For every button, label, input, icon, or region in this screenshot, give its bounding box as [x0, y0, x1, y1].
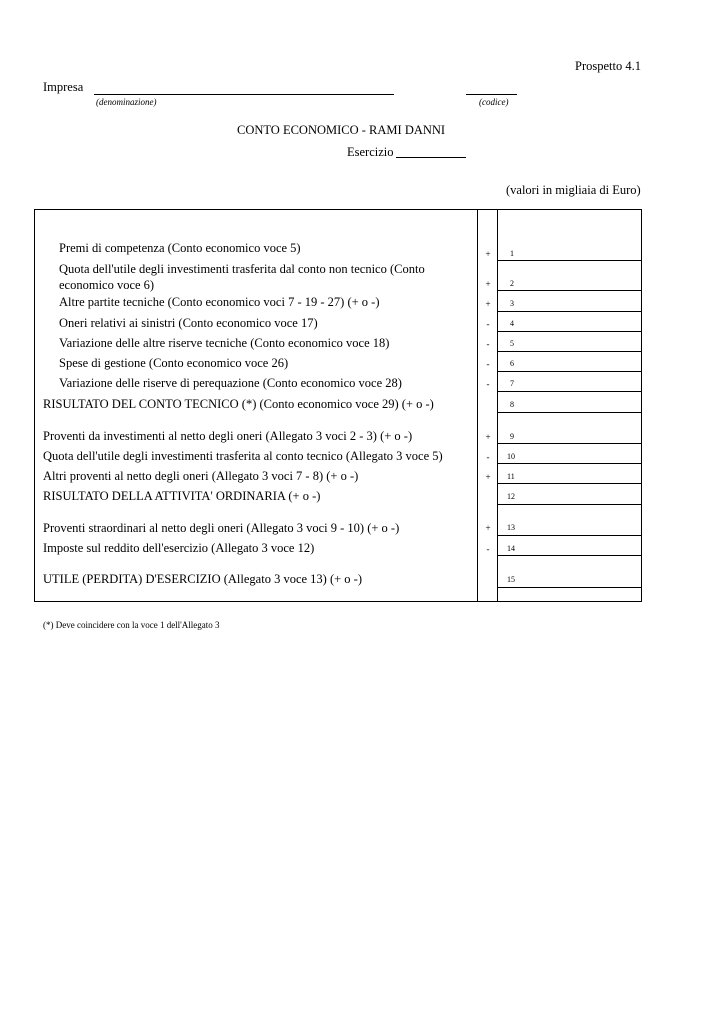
- row-sign: -: [486, 379, 490, 389]
- row-label: Variazione delle altre riserve tecniche (Conto economico voce 18): [59, 336, 390, 350]
- row-sign: -: [486, 339, 490, 349]
- cell-divider: [498, 412, 642, 413]
- row-number: 9: [510, 432, 514, 441]
- units-note: (valori in migliaia di Euro): [506, 183, 641, 197]
- row-sign: +: [485, 432, 491, 442]
- row-sign: -: [486, 452, 490, 462]
- row-number: 14: [507, 544, 515, 553]
- row-number: 11: [507, 472, 515, 481]
- row-sign: -: [486, 319, 490, 329]
- row-sign: +: [485, 472, 491, 482]
- row-label: RISULTATO DEL CONTO TECNICO (*) (Conto economico voce 29) (+ o -): [43, 397, 434, 411]
- codice-caption: (codice): [479, 97, 509, 107]
- denominazione-caption: (denominazione): [96, 97, 157, 107]
- cell-divider: [498, 311, 642, 312]
- cell-divider: [498, 504, 642, 505]
- cell-divider: [498, 463, 642, 464]
- row-sign: +: [485, 249, 491, 259]
- row-sign: -: [486, 544, 490, 554]
- row-sign: -: [486, 359, 490, 369]
- row-number: 8: [510, 400, 514, 409]
- row-label: Proventi straordinari al netto degli oneri (Allegato 3 voci 9 - 10) (+ o -): [43, 521, 400, 535]
- cell-divider: [498, 587, 642, 588]
- row-number: 7: [510, 379, 514, 388]
- row-sign: +: [485, 523, 491, 533]
- esercizio-label: Esercizio: [347, 145, 394, 159]
- cell-divider: [498, 371, 642, 372]
- cell-divider: [498, 260, 642, 261]
- row-label: Quota dell'utile degli investimenti trasferita al conto tecnico (Allegato 3 voce 5): [43, 449, 443, 463]
- row-number: 6: [510, 359, 514, 368]
- row-sign: +: [485, 299, 491, 309]
- row-number: 1: [510, 249, 514, 258]
- cell-divider: [498, 555, 642, 556]
- esercizio-field[interactable]: [396, 157, 466, 158]
- row-label: Altri proventi al netto degli oneri (Allegato 3 voci 7 - 8) (+ o -): [43, 469, 359, 483]
- footnote: (*) Deve coincidere con la voce 1 dell'Allegato 3: [43, 620, 220, 630]
- row-label: Variazione delle riserve di perequazione (Conto economico voce 28): [59, 376, 402, 390]
- prospetto-label: Prospetto 4.1: [575, 59, 641, 73]
- row-number: 3: [510, 299, 514, 308]
- page-title: CONTO ECONOMICO - RAMI DANNI: [237, 123, 446, 137]
- codice-field[interactable]: [466, 94, 517, 95]
- row-label: Imposte sul reddito dell'esercizio (Allegato 3 voce 12): [43, 541, 315, 555]
- row-label: RISULTATO DELLA ATTIVITA' ORDINARIA (+ o -): [43, 489, 321, 503]
- denominazione-field[interactable]: [94, 94, 394, 95]
- impresa-label: Impresa: [43, 80, 84, 94]
- row-number: 4: [510, 319, 514, 328]
- cell-divider: [498, 391, 642, 392]
- cell-divider: [498, 483, 642, 484]
- row-label: Altre partite tecniche (Conto economico voci 7 - 19 - 27) (+ o -): [59, 295, 380, 309]
- row-number: 10: [507, 452, 515, 461]
- row-label: Proventi da investimenti al netto degli oneri (Allegato 3 voci 2 - 3) (+ o -): [43, 429, 413, 443]
- row-number: 15: [507, 575, 515, 584]
- row-number: 5: [510, 339, 514, 348]
- row-number: 2: [510, 279, 514, 288]
- row-label: UTILE (PERDITA) D'ESERCIZIO (Allegato 3 voce 13) (+ o -): [43, 572, 362, 586]
- row-label-continued: economico voce 6): [59, 278, 155, 292]
- row-label: Oneri relativi ai sinistri (Conto economico voce 17): [59, 316, 318, 330]
- row-number: 12: [507, 492, 515, 501]
- cell-divider: [498, 290, 642, 291]
- cell-divider: [498, 443, 642, 444]
- row-number: 13: [507, 523, 515, 532]
- cell-divider: [498, 331, 642, 332]
- row-label: Quota dell'utile degli investimenti trasferita dal conto non tecnico (Conto: [59, 262, 425, 276]
- cell-divider: [498, 535, 642, 536]
- row-label: Spese di gestione (Conto economico voce 26): [59, 356, 289, 370]
- row-label: Premi di competenza (Conto economico voce 5): [59, 241, 301, 255]
- cell-divider: [498, 351, 642, 352]
- row-sign: +: [485, 279, 491, 289]
